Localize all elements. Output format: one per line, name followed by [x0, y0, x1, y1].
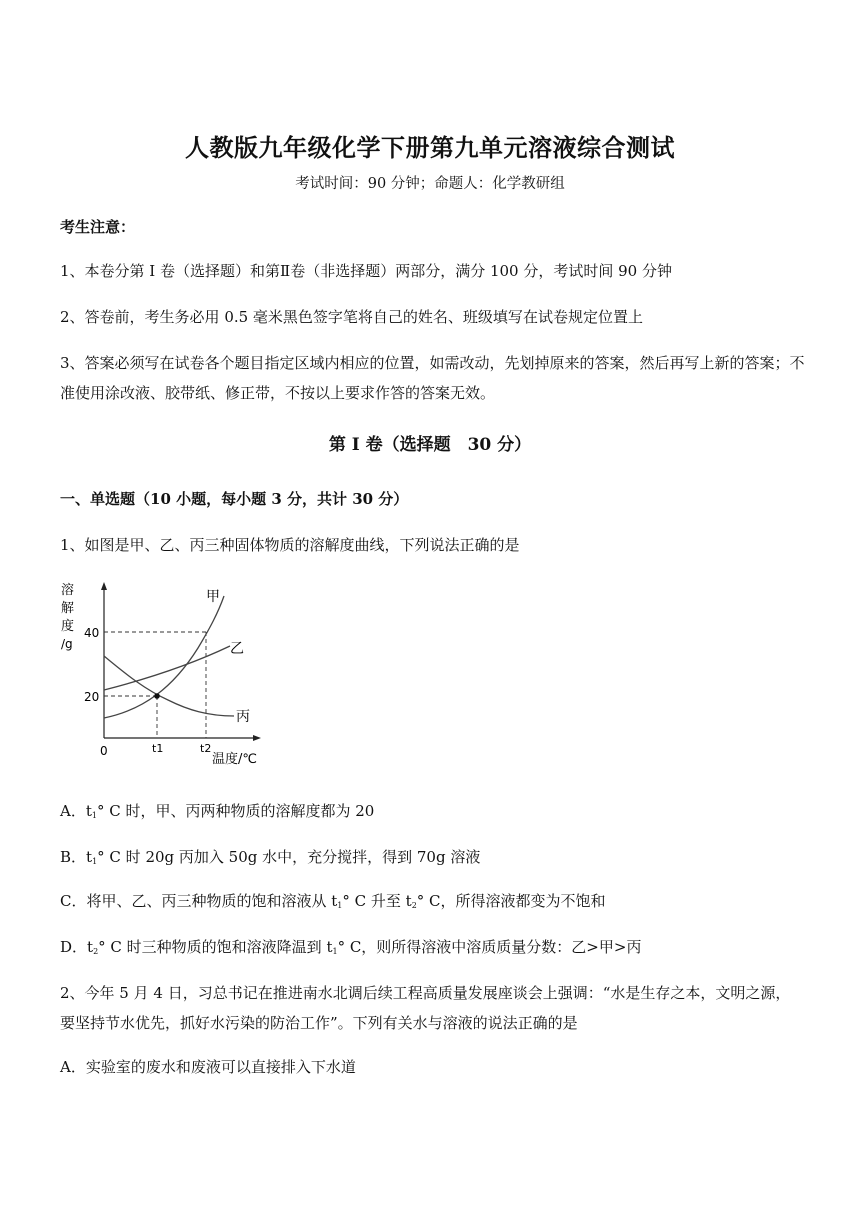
curve-label-jia: 甲: [206, 589, 220, 605]
question-2-option-a: A．实验室的废水和废液可以直接排入下水道: [60, 1058, 356, 1076]
x-axis-arrow: [253, 735, 261, 741]
y-tick-20: 20: [84, 690, 100, 704]
notice-item-3: 3、答案必须写在试卷各个题目指定区域内相应的位置，如需改动，先划掉原来的答案，然后再写上新的答案；不准使用涂改液、胶带纸、修正带，不按以上要求作答的答案无效。: [60, 354, 805, 402]
y-axis-arrow: [101, 582, 107, 590]
curve-label-bing: 丙: [236, 709, 250, 725]
x-axis-label: 温度/℃: [212, 752, 257, 767]
part-heading: 一、单选题（10 小题，每小题 3 分，共计 30 分）: [60, 490, 409, 508]
y-tick-40: 40: [84, 626, 100, 640]
y-axis-label-char-1: 溶: [61, 583, 75, 598]
y-axis-label-unit: /g: [61, 637, 73, 651]
question-1-stem: 1、如图是甲、乙、丙三种固体物质的溶解度曲线，下列说法正确的是: [60, 536, 520, 554]
page-subtitle: 考试时间：90 分钟；命题人：化学教研组: [295, 176, 565, 192]
page-title: 人教版九年级化学下册第九单元溶液综合测试: [185, 133, 675, 162]
y-axis-label-char-3: 度: [61, 619, 75, 634]
notice-item-1: 1、本卷分第 I 卷（选择题）和第Ⅱ卷（非选择题）两部分，满分 100 分，考试时间 90 分钟: [60, 262, 672, 280]
section-title: 第 I 卷（选择题 30 分）: [328, 435, 532, 455]
curve-label-yi: 乙: [230, 641, 244, 657]
curve-yi: [104, 646, 230, 690]
question-1-option-d: D．$t_2^\circ$ C 时三种物质的饱和溶液降温到 $t_1^\circ$ C，则所得溶液中溶质质量分数：乙>甲>丙: [60, 938, 642, 956]
y-axis-label-char-2: 解: [61, 601, 75, 616]
intersection-point: [154, 693, 160, 699]
notice-item-2: 2、答卷前，考生务必用 0.5 毫米黑色签字笔将自己的姓名、班级填写在试卷规定位置上: [60, 308, 643, 326]
x-tick-t2: t2: [200, 742, 212, 755]
question-1-option-b: B．$t_1^\circ$ C 时 20g 丙加入 50g 水中，充分搅拌，得到 70g 溶液: [60, 848, 481, 866]
notice-heading: 考生注意：: [60, 218, 136, 236]
question-1-option-c: C．将甲、乙、丙三种物质的饱和溶液从 $t_1^\circ$ C 升至 $t_2^\circ$ C，所得溶液都变为不饱和: [60, 892, 606, 910]
origin-label: 0: [100, 744, 108, 758]
question-1-option-a: A．$t_1^\circ$ C 时，甲、丙两种物质的溶解度都为 20: [60, 802, 375, 820]
x-tick-t1: t1: [152, 742, 164, 755]
solubility-curve-graph: [58, 578, 270, 770]
curve-bing: [104, 656, 234, 716]
question-2-stem: 2、今年 5 月 4 日，习总书记在推进南水北调后续工程高质量发展座谈会上强调：“水是生存之本，文明之源，要坚持节水优先，抓好水污染的防治工作”。下列有关水与溶液的说法正确的是: [60, 984, 791, 1032]
